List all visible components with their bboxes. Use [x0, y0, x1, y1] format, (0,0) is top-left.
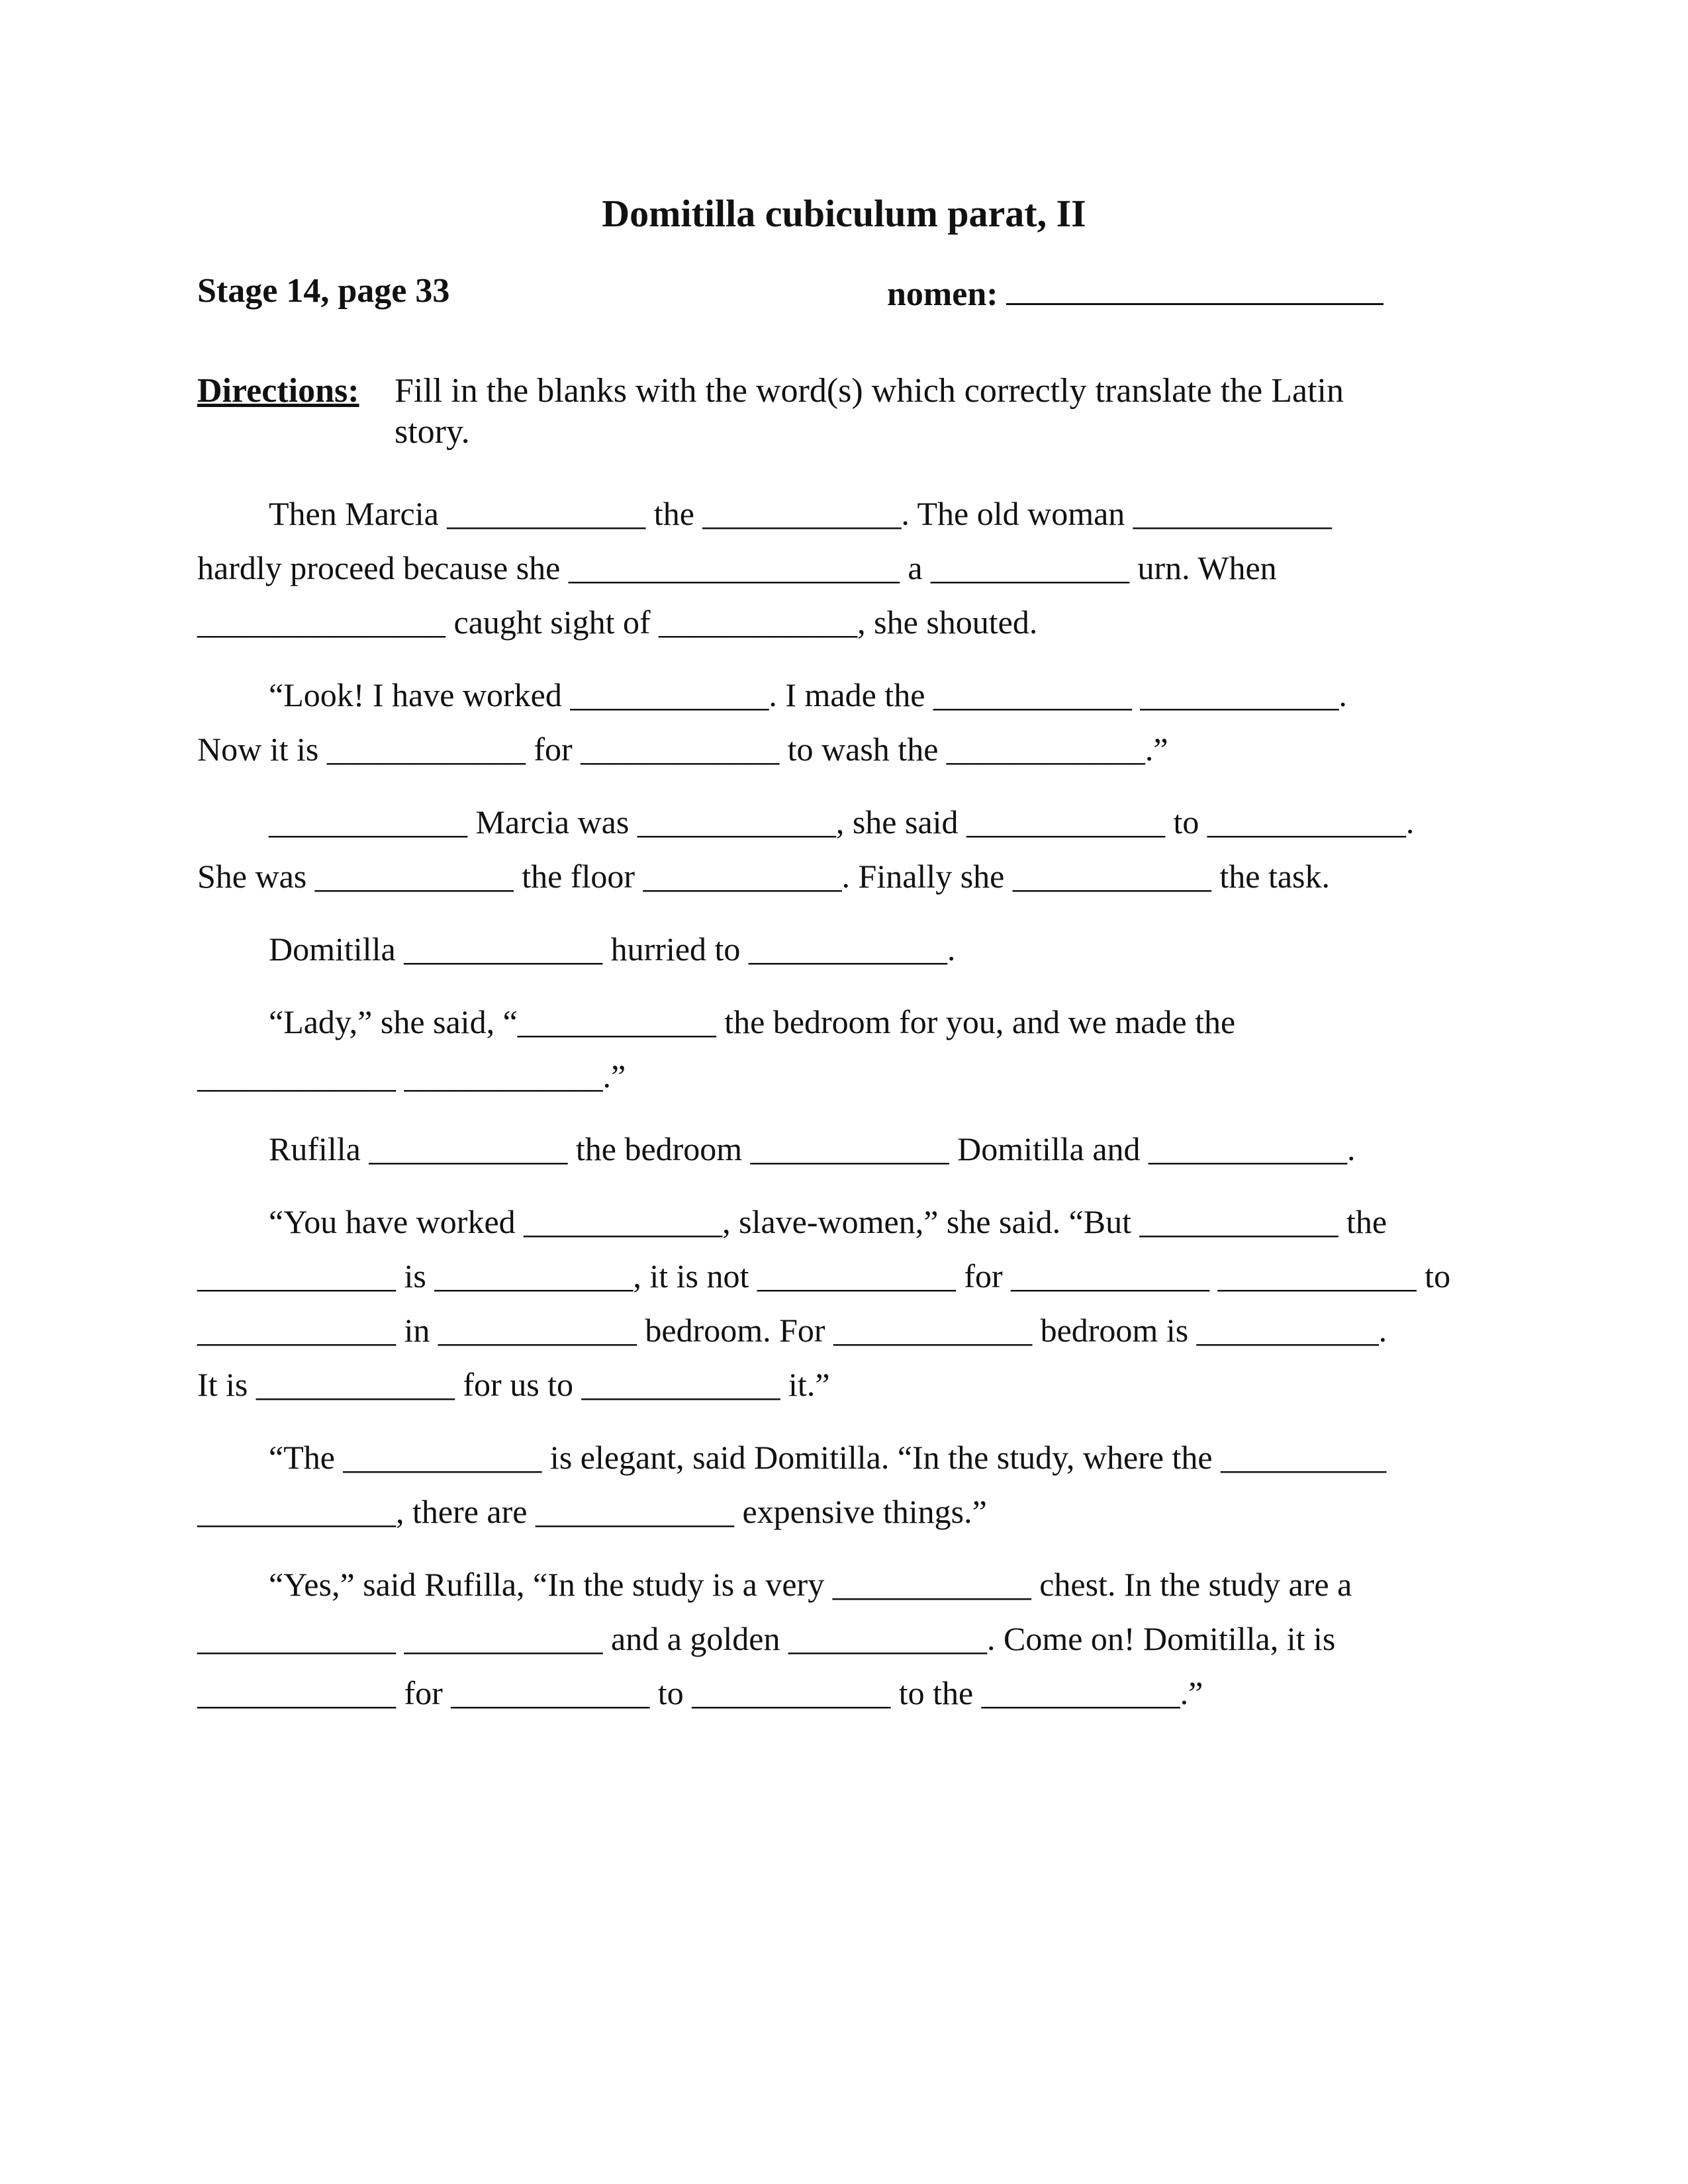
story-line: ____________ in ____________ bedroom. For ____________ bedroom is ___________.	[197, 1312, 1387, 1349]
story-line: “The ____________ is elegant, said Domitilla. “In the study, where the __________	[269, 1439, 1387, 1476]
story-line: Then Marcia ____________ the ____________. The old woman ____________	[269, 495, 1332, 532]
directions-label: Directions:	[197, 372, 359, 410]
story-line: ____________ ____________.”	[197, 1058, 626, 1095]
story-line: It is ____________ for us to ____________ it.”	[197, 1366, 830, 1403]
nomen-row	[887, 270, 1383, 316]
story-line: Domitilla ____________ hurried to ____________.	[269, 931, 956, 968]
story-line: Rufilla ____________ the bedroom ____________ Domitilla and ____________.	[269, 1130, 1356, 1167]
story-line: ____________ Marcia was ____________, she said ____________ to ____________.	[269, 803, 1415, 841]
story-line: _______________ caught sight of ____________, she shouted.	[197, 604, 1038, 641]
story-line: “Lady,” she said, “____________ the bedroom for you, and we made the	[269, 1003, 1236, 1040]
story-line: ____________, there are ____________ expensive things.”	[197, 1493, 987, 1530]
story-line: ____________ for ____________ to ____________ to the ____________.”	[197, 1674, 1203, 1711]
nomen-blank-line	[1006, 270, 1383, 305]
story-line: ____________ is ____________, it is not ____________ for ____________ ____________ to	[197, 1257, 1451, 1295]
stage-label: Stage 14, page 33	[197, 272, 450, 310]
story-line: “You have worked ____________, slave-women,” she said. “But ____________ the	[269, 1203, 1387, 1240]
worksheet-title: Domitilla cubiculum parat, II	[602, 192, 1086, 235]
story-line: ____________ ____________ and a golden ____________. Come on! Domitilla, it is	[197, 1620, 1336, 1657]
story-line: “Yes,” said Rufilla, “In the study is a very ____________ chest. In the study are a	[269, 1566, 1352, 1603]
story-body	[197, 486, 1495, 1720]
nomen-label: nomen:	[887, 275, 998, 313]
directions-text: Fill in the blanks with the word(s) which correctly translate the Latin story.	[395, 372, 1344, 451]
story-line: She was ____________ the floor ____________. Finally she ____________ the task.	[197, 858, 1330, 895]
story-line: Now it is ____________ for ____________ to wash the ____________.”	[197, 731, 1168, 768]
story-line: “Look! I have worked ____________. I made the ____________ ____________.	[269, 676, 1347, 713]
story-line: hardly proceed because she ____________________ a ____________ urn. When	[197, 549, 1277, 586]
